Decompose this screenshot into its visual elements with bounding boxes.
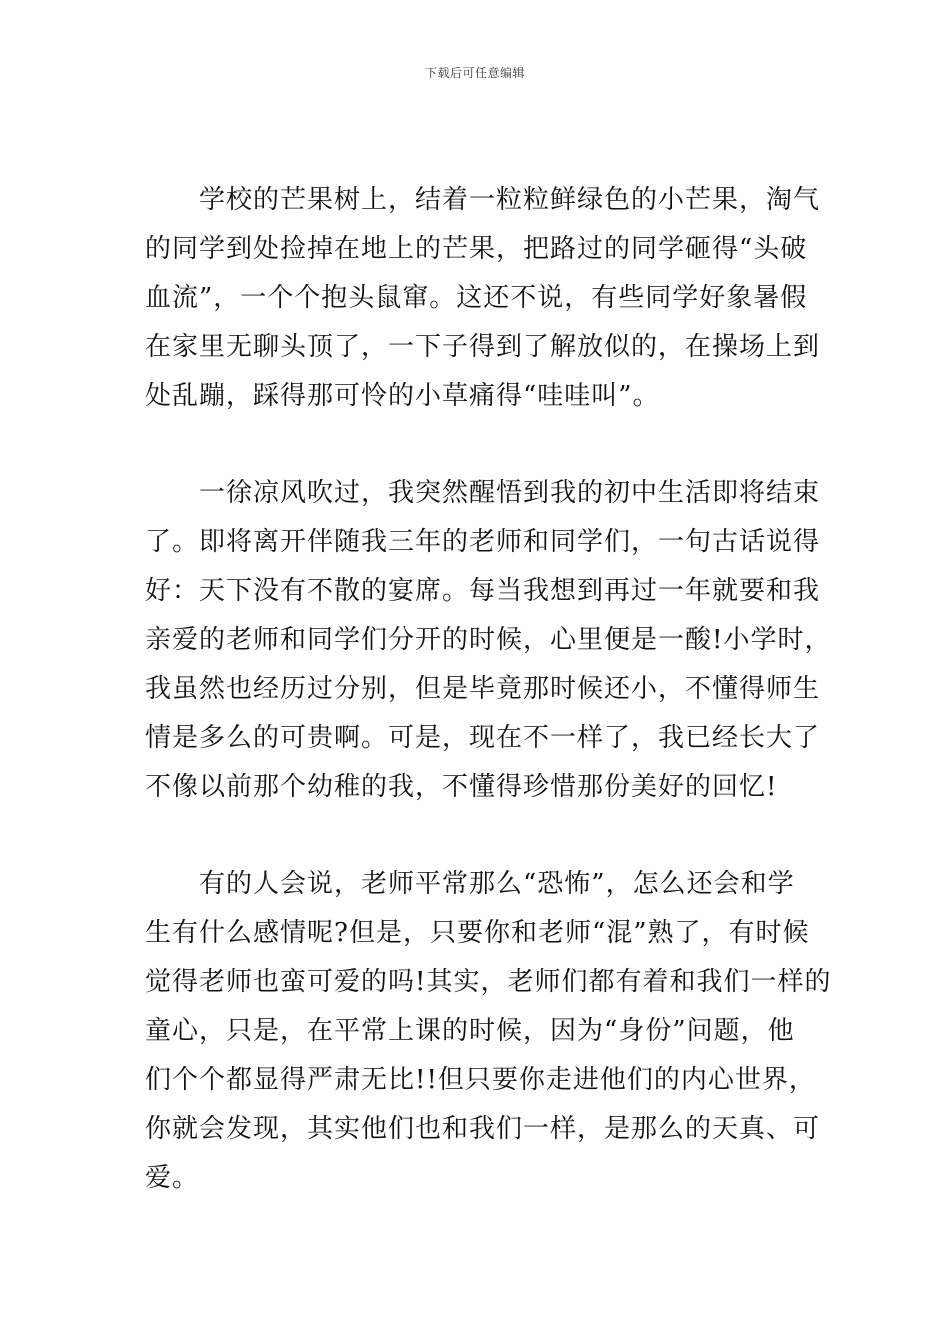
text-line: 觉得老师也蛮可爱的吗!其实，老师们都有着和我们一样的 <box>145 967 832 997</box>
text-line: 在家里无聊头顶了，一下子得到了解放似的，在操场上到 <box>145 332 821 362</box>
text-line: 亲爱的老师和同学们分开的时候，心里便是一酸!小学时， <box>145 625 832 655</box>
text-line: 有的人会说，老师平常那么“恐怖”，怎么还会和学 <box>145 869 795 899</box>
paragraph-2 <box>145 469 832 812</box>
document-body <box>145 176 832 1251</box>
text-line: 学校的芒果树上，结着一粒粒鲜绿色的小芒果，淘气 <box>145 185 821 215</box>
text-line: 我虽然也经历过分别，但是毕竟那时候还小，不懂得师生 <box>145 674 821 704</box>
text-line: 了。即将离开伴随我三年的老师和同学们，一句古话说得 <box>145 527 821 557</box>
text-line: 们个个都显得严肃无比!!但只要你走进他们的内心世界， <box>145 1065 816 1095</box>
text-line: 的同学到处捡掉在地上的芒果，把路过的同学砸得“头破 <box>145 234 808 264</box>
paragraph-3 <box>145 860 832 1203</box>
text-line: 不像以前那个幼稚的我，不懂得珍惜那份美好的回忆! <box>145 772 778 802</box>
text-line: 爱。 <box>145 1163 200 1193</box>
text-line: 童心，只是，在平常上课的时候，因为“身份”问题，他 <box>145 1016 795 1046</box>
text-line: 血流”，一个个抱头鼠窜。这还不说，有些同学好象暑假 <box>145 283 808 313</box>
text-line: 一徐凉风吹过，我突然醒悟到我的初中生活即将结束 <box>145 478 821 508</box>
text-line: 生有什么感情呢?但是，只要你和老师“混”熟了，有时候 <box>145 918 810 948</box>
paragraph-1 <box>145 176 821 421</box>
text-line: 情是多么的可贵啊。可是，现在不一样了，我已经长大了 <box>145 723 821 753</box>
text-line: 你就会发现，其实他们也和我们一样，是那么的天真、可 <box>145 1114 821 1144</box>
text-line: 处乱蹦，踩得那可怜的小草痛得“哇哇叫”。 <box>145 381 660 411</box>
page-header: 下载后可任意编辑 <box>424 66 525 80</box>
text-line: 好：天下没有不散的宴席。每当我想到再过一年就要和我 <box>145 576 821 606</box>
